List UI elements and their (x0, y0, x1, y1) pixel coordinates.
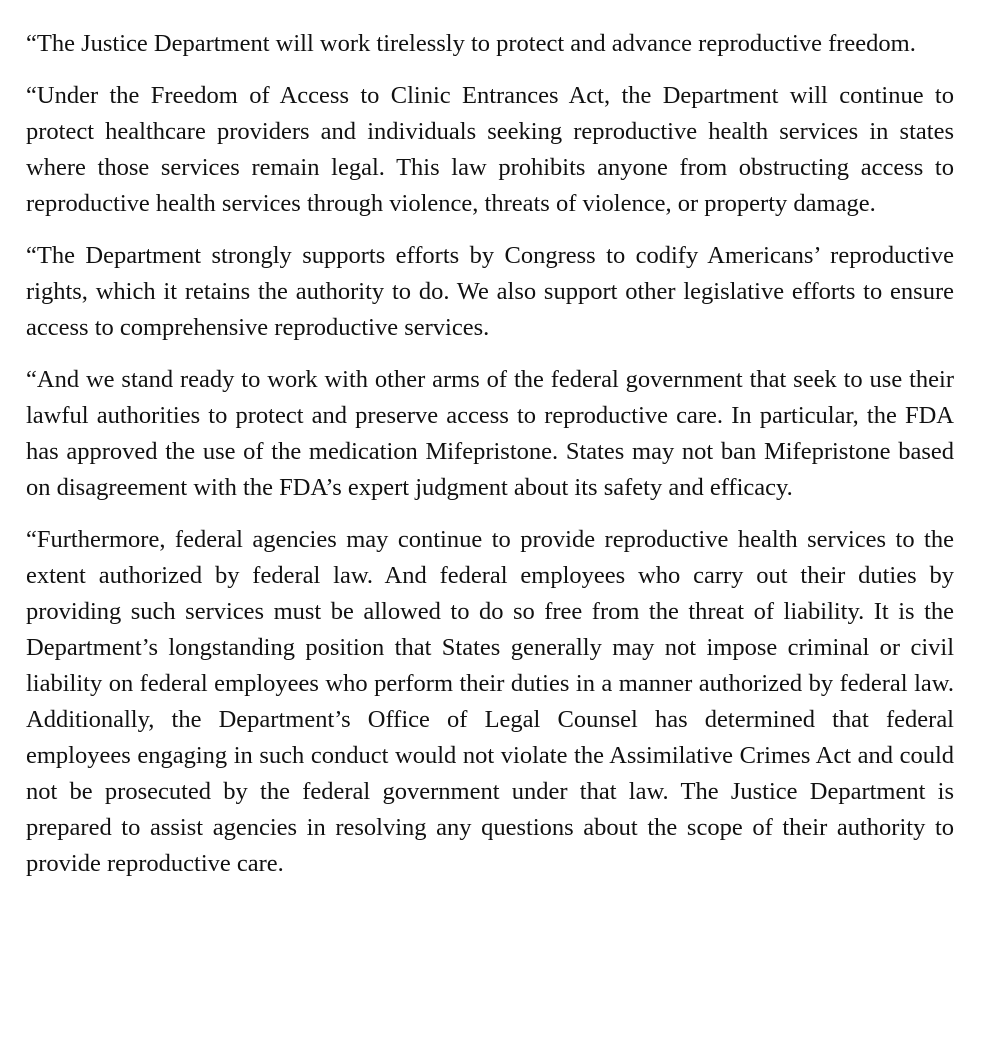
paragraph-face-act: “Under the Freedom of Access to Clinic Entrances Act, the Department will continue to protect healthcare providers and individuals seeking reproductive health services in states where those services remain legal. This law prohibits anyone from obstructing access to reproductive health services through violence, threats of violence, or property damage. (26, 82, 954, 217)
paragraph-reproductive-freedom: “The Justice Department will work tirelessly to protect and advance reproductive freedom. (26, 30, 916, 57)
paragraph-federal-agencies: “Furthermore, federal agencies may continue to provide reproductive health services to the extent authorized by federal law. And federal employees who carry out their duties by providing such services must be allowed to do so free from the threat of liability. It is the Department’s longstanding position that States generally may not impose criminal or civil liability on federal employees who perform their duties in a manner authorized by federal law. Additionally, the Department’s Office of Legal Counsel has determined that federal employees engaging in such conduct would not violate the Assimilative Crimes Act and could not be prosecuted by the federal government under that law. The Justice Department is prepared to assist agencies in resolving any questions about the scope of their authority to provide reproductive care. (26, 526, 954, 877)
paragraph-congress-codify: “The Department strongly supports efforts by Congress to codify Americans’ reproductive rights, which it retains the authority to do. We also support other legislative efforts to ensure access to comprehensive reproductive services. (26, 242, 954, 341)
paragraph-fda-mifepristone: “And we stand ready to work with other arms of the federal government that seek to use their lawful authorities to protect and preserve access to reproductive care. In particular, the FDA has approved the use of the medication Mifepristone. States may not ban Mifepristone based on disagreement with the FDA’s expert judgment about its safety and efficacy. (26, 366, 954, 501)
